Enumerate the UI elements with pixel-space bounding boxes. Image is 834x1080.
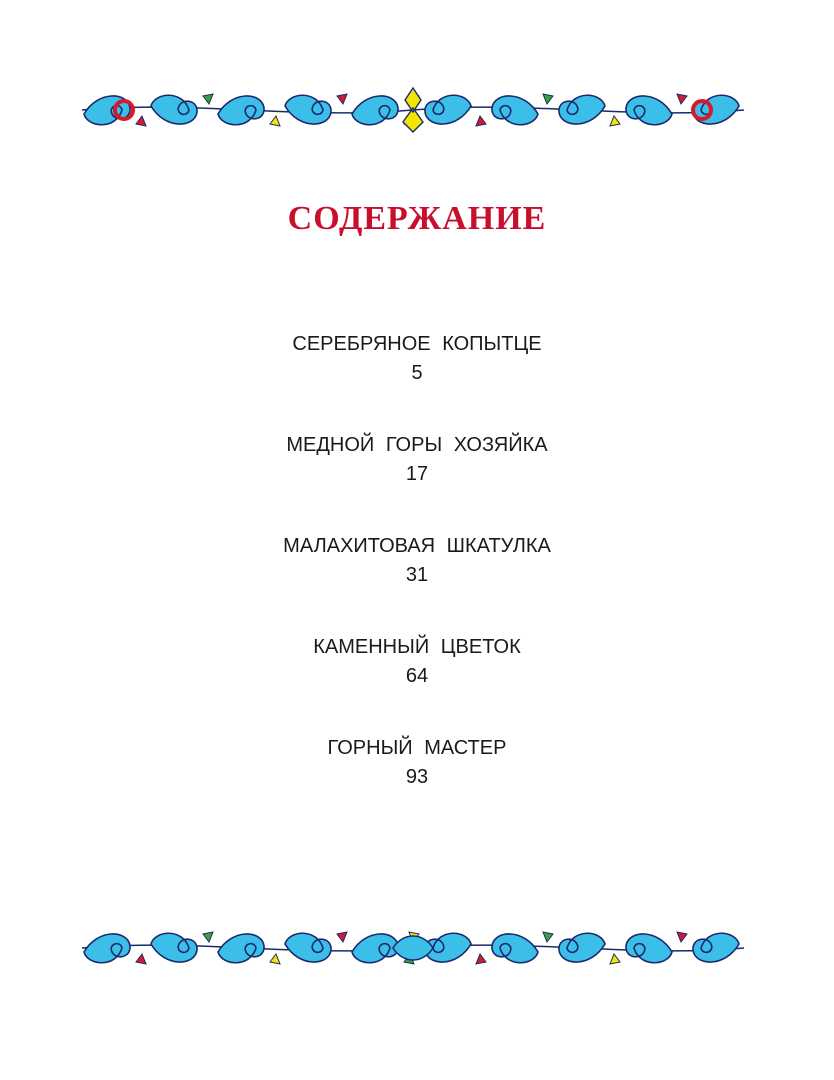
toc-entry-page: 5	[411, 362, 423, 384]
ornament-scroll	[492, 934, 538, 963]
ornament-scroll	[285, 933, 331, 962]
ornament-scrolls	[82, 88, 744, 132]
ornament-scroll	[151, 933, 197, 962]
ornament-leaf	[677, 932, 687, 942]
toc-entry-page: 93	[405, 766, 429, 788]
ornament-scroll	[626, 96, 672, 125]
ornament-scroll	[84, 934, 130, 963]
toc-entry-page: 31	[405, 564, 429, 586]
toc-entry[interactable]	[0, 431, 834, 532]
ornament-scrolls	[82, 932, 744, 964]
ornament-leaf	[136, 116, 146, 126]
ornament-leaf	[270, 954, 280, 964]
ornament-scroll	[559, 95, 605, 124]
ornament-leaf	[203, 94, 213, 104]
ornament-leaf	[203, 932, 213, 942]
toc-entry-title: СЕРЕБРЯНОЕ КОПЫТЦЕ	[292, 333, 542, 355]
toc-entry-page: 17	[405, 463, 429, 485]
ornament-scroll	[218, 96, 264, 125]
toc-entry-title: ГОРНЫЙ МАСТЕР	[327, 737, 507, 759]
table-of-contents	[0, 330, 834, 835]
toc-entry-title: МАЛАХИТОВАЯ ШКАТУЛКА	[283, 535, 551, 557]
ornament-scroll	[151, 95, 197, 124]
ornament-leaf	[543, 94, 553, 104]
ornament-scroll	[285, 95, 331, 124]
toc-entry[interactable]	[0, 532, 834, 633]
ornament-leaf	[476, 116, 486, 126]
page-title: СОДЕРЖАНИЕ	[287, 200, 547, 237]
toc-entry[interactable]	[0, 734, 834, 835]
ornament-leaf	[610, 116, 620, 126]
ornament-scroll	[352, 934, 398, 963]
ornament-leaf	[337, 932, 347, 942]
bottom-ornament-border	[76, 920, 750, 976]
ornament-scroll	[492, 96, 538, 125]
ornament-leaf	[337, 94, 347, 104]
ornament-leaf	[543, 932, 553, 942]
ornament-leaf	[677, 94, 687, 104]
top-ornament-border	[76, 82, 750, 138]
toc-entry-page: 64	[405, 665, 429, 687]
ornament-scroll	[218, 934, 264, 963]
ornament-scroll	[425, 95, 471, 124]
ornament-scroll	[626, 934, 672, 963]
ornament-leaf	[476, 954, 486, 964]
ornament-scroll	[352, 96, 398, 125]
toc-entry[interactable]	[0, 633, 834, 734]
toc-entry-title: МЕДНОЙ ГОРЫ ХОЗЯЙКА	[286, 434, 548, 456]
ornament-scroll	[559, 933, 605, 962]
ornament-scroll	[693, 933, 739, 962]
toc-entry-title: КАМЕННЫЙ ЦВЕТОК	[313, 636, 521, 658]
toc-entry[interactable]	[0, 330, 834, 431]
ornament-leaf	[270, 116, 280, 126]
ornament-leaf	[610, 954, 620, 964]
ornament-leaf	[136, 954, 146, 964]
